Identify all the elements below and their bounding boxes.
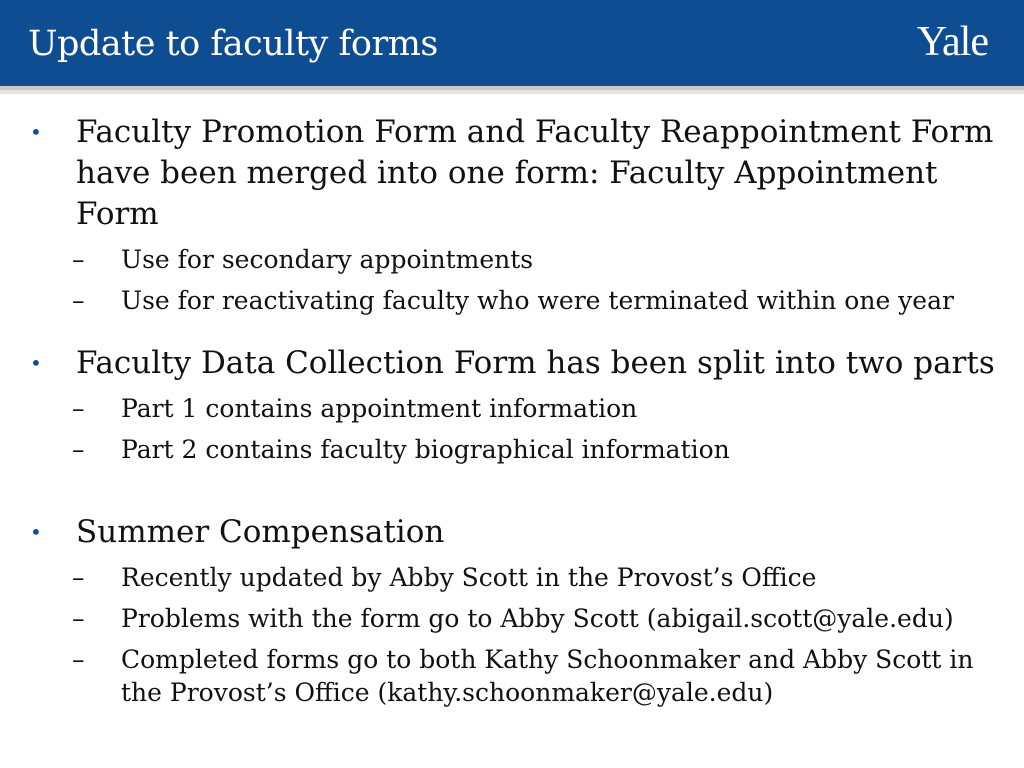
sub-item [0, 433, 1024, 466]
bullet-item [0, 343, 1024, 384]
bullet-item [0, 112, 1024, 235]
slide-title: Update to faculty forms [28, 24, 438, 64]
slide-header [0, 0, 1024, 86]
dash-icon: – [72, 394, 85, 423]
dash-icon: – [72, 245, 85, 274]
sub-item-text: Use for secondary appointments [121, 245, 534, 274]
bullet-group-3 [0, 512, 1024, 709]
bullet-text: Faculty Promotion Form and Faculty Reappointment Form have been merged into one form: Faculty Appointment Form [76, 114, 994, 232]
sub-item-text: Part 1 contains appointment information [121, 394, 638, 423]
bullet-icon: • [30, 120, 42, 144]
sub-item-text: Part 2 contains faculty biographical information [121, 435, 730, 464]
sub-item-text: Completed forms go to both Kathy Schoonmaker and Abby Scott in the Provost’s Office (kathy.schoonmaker@yale.edu) [121, 645, 974, 707]
sub-item [0, 284, 1024, 317]
sub-item [0, 392, 1024, 425]
bullet-text: Faculty Data Collection Form has been split into two parts [76, 345, 995, 381]
bullet-item [0, 512, 1024, 553]
dash-icon: – [72, 604, 85, 633]
sub-item [0, 243, 1024, 276]
bullet-icon: • [30, 351, 42, 375]
sub-item-text: Problems with the form go to Abby Scott (abigail.scott@yale.edu) [121, 604, 954, 633]
bullet-group-2 [0, 343, 1024, 466]
sub-item [0, 602, 1024, 635]
sub-list [0, 392, 1024, 466]
dash-icon: – [72, 563, 85, 592]
dash-icon: – [72, 435, 85, 464]
bullet-group-1 [0, 112, 1024, 317]
sub-list [0, 243, 1024, 317]
header-divider-secondary [0, 90, 1024, 94]
sub-item [0, 561, 1024, 594]
sub-item [0, 643, 1024, 709]
sub-item-text: Use for reactivating faculty who were terminated within one year [121, 286, 954, 315]
yale-logo: Yale [916, 19, 988, 65]
bullet-icon: • [30, 520, 42, 544]
dash-icon: – [72, 645, 85, 674]
dash-icon: – [72, 286, 85, 315]
slide-content [0, 112, 1024, 734]
sub-item-text: Recently updated by Abby Scott in the Provost’s Office [121, 563, 817, 592]
bullet-text: Summer Compensation [76, 514, 445, 550]
sub-list [0, 561, 1024, 709]
